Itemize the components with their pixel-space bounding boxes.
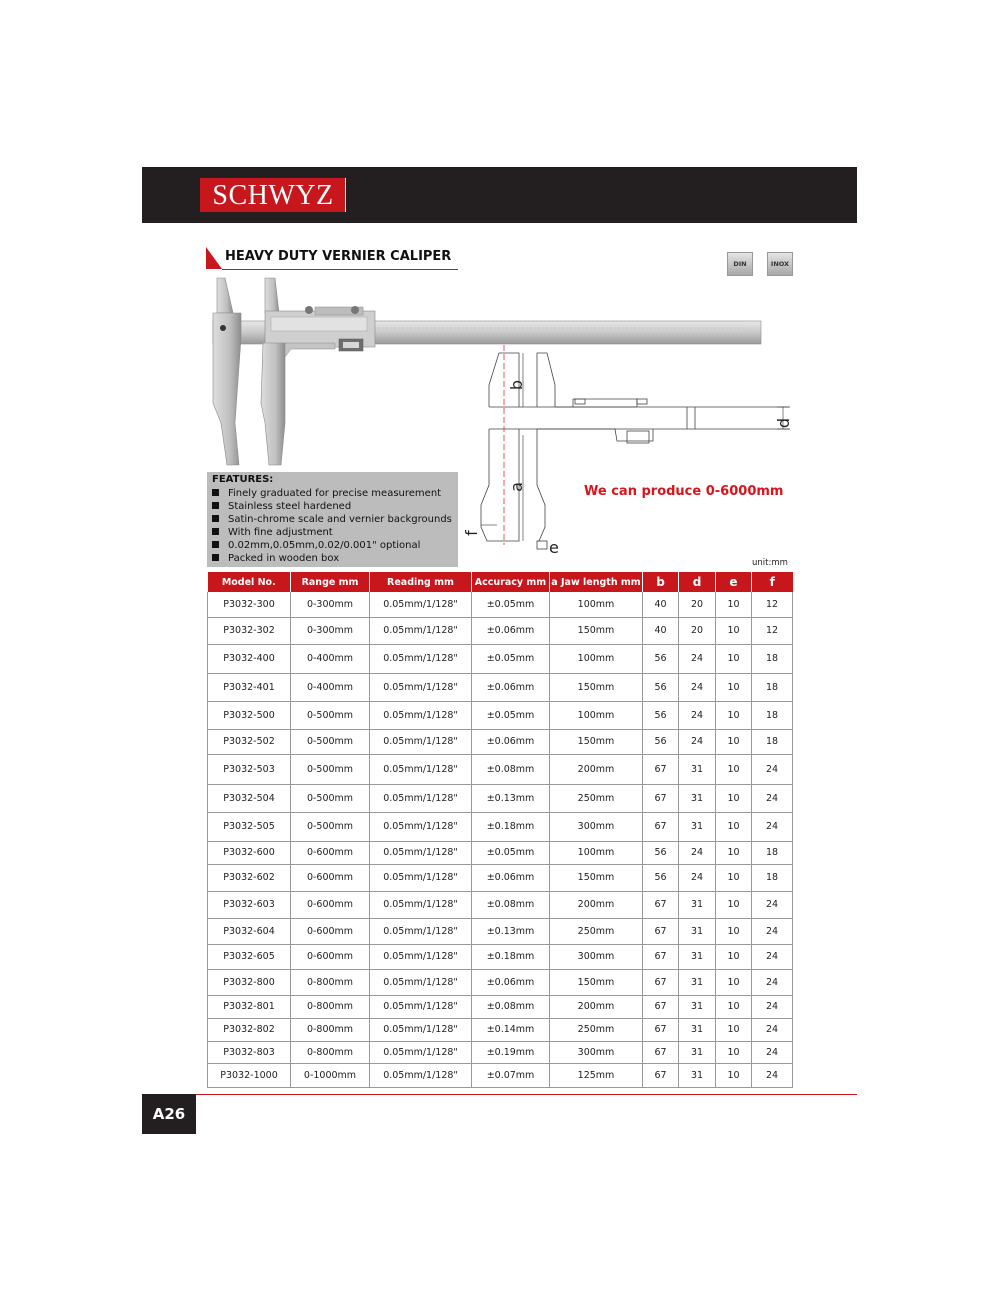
cell-f: 24 — [752, 918, 793, 944]
cell-range: 0-500mm — [291, 784, 370, 812]
cell-jaw-length: 125mm — [550, 1063, 643, 1087]
bullet-square-icon — [212, 541, 219, 548]
cell-e: 10 — [716, 729, 752, 754]
cell-f: 24 — [752, 754, 793, 784]
cell-b: 67 — [643, 812, 679, 841]
cell-b: 56 — [643, 729, 679, 754]
cell-model: P3032-803 — [208, 1041, 291, 1063]
cell-f: 18 — [752, 729, 793, 754]
cell-accuracy: ±0.07mm — [472, 1063, 550, 1087]
cell-b: 56 — [643, 673, 679, 701]
col-header-jaw-length: a Jaw length mm — [550, 572, 643, 592]
cell-accuracy: ±0.08mm — [472, 891, 550, 918]
cell-d: 31 — [679, 891, 716, 918]
cell-reading: 0.05mm/1/128" — [370, 754, 472, 784]
cell-d: 31 — [679, 784, 716, 812]
cell-b: 67 — [643, 754, 679, 784]
brand-logo — [200, 178, 346, 212]
cell-reading: 0.05mm/1/128" — [370, 841, 472, 864]
cell-reading: 0.05mm/1/128" — [370, 944, 472, 969]
cell-d: 31 — [679, 969, 716, 995]
inox-badge: INOX — [767, 252, 793, 276]
cell-model: P3032-502 — [208, 729, 291, 754]
cell-reading: 0.05mm/1/128" — [370, 995, 472, 1018]
cell-jaw-length: 250mm — [550, 918, 643, 944]
cell-d: 24 — [679, 841, 716, 864]
feature-text: With fine adjustment — [228, 527, 333, 538]
cell-e: 10 — [716, 701, 752, 729]
feature-text: Stainless steel hardened — [228, 501, 352, 512]
cell-e: 10 — [716, 841, 752, 864]
dim-label-d: d — [774, 417, 793, 429]
cell-range: 0-600mm — [291, 944, 370, 969]
cell-reading: 0.05mm/1/128" — [370, 673, 472, 701]
bullet-square-icon — [212, 515, 219, 522]
cell-range: 0-800mm — [291, 1018, 370, 1041]
table-row — [208, 729, 793, 754]
cell-model: P3032-801 — [208, 995, 291, 1018]
cell-b: 56 — [643, 841, 679, 864]
cell-d: 31 — [679, 1041, 716, 1063]
cell-range: 0-500mm — [291, 812, 370, 841]
cell-range: 0-500mm — [291, 729, 370, 754]
bullet-square-icon — [212, 489, 219, 496]
table-row — [208, 644, 793, 673]
dim-label-e: e — [549, 538, 559, 557]
table-row — [208, 841, 793, 864]
cell-b: 67 — [643, 969, 679, 995]
cell-accuracy: ±0.13mm — [472, 918, 550, 944]
cell-jaw-length: 100mm — [550, 644, 643, 673]
table-row — [208, 754, 793, 784]
cell-e: 10 — [716, 995, 752, 1018]
feature-item — [212, 527, 333, 538]
cell-reading: 0.05mm/1/128" — [370, 969, 472, 995]
cell-e: 10 — [716, 1018, 752, 1041]
col-header-e: e — [716, 572, 752, 592]
table-row — [208, 1041, 793, 1063]
cell-f: 18 — [752, 644, 793, 673]
cell-d: 31 — [679, 1063, 716, 1087]
cell-range: 0-400mm — [291, 644, 370, 673]
cell-f: 24 — [752, 969, 793, 995]
cell-model: P3032-1000 — [208, 1063, 291, 1087]
cell-f: 18 — [752, 864, 793, 891]
brand-name: SCHWYZ — [212, 180, 334, 211]
cell-b: 67 — [643, 891, 679, 918]
logo-divider — [345, 178, 346, 212]
table-row — [208, 918, 793, 944]
cell-f: 12 — [752, 592, 793, 617]
cell-model: P3032-400 — [208, 644, 291, 673]
cell-e: 10 — [716, 784, 752, 812]
table-row — [208, 592, 793, 617]
cell-reading: 0.05mm/1/128" — [370, 701, 472, 729]
dimension-diagram — [462, 345, 797, 560]
col-header-accuracy: Accuracy mm — [472, 572, 550, 592]
cell-e: 10 — [716, 944, 752, 969]
table-row — [208, 969, 793, 995]
cell-range: 0-600mm — [291, 891, 370, 918]
cell-accuracy: ±0.06mm — [472, 617, 550, 644]
cell-reading: 0.05mm/1/128" — [370, 592, 472, 617]
cell-d: 24 — [679, 644, 716, 673]
feature-item — [212, 540, 420, 551]
cell-model: P3032-605 — [208, 944, 291, 969]
cell-reading: 0.05mm/1/128" — [370, 617, 472, 644]
cell-jaw-length: 100mm — [550, 592, 643, 617]
table-header-row — [208, 572, 793, 592]
cell-range: 0-800mm — [291, 1041, 370, 1063]
cell-e: 10 — [716, 864, 752, 891]
col-header-d: d — [679, 572, 716, 592]
cell-e: 10 — [716, 918, 752, 944]
dim-label-a: a — [507, 482, 526, 492]
cell-accuracy: ±0.18mm — [472, 944, 550, 969]
cell-e: 10 — [716, 592, 752, 617]
cell-d: 31 — [679, 995, 716, 1018]
cell-model: P3032-503 — [208, 754, 291, 784]
table-row — [208, 673, 793, 701]
cell-f: 24 — [752, 995, 793, 1018]
col-header-f: f — [752, 572, 793, 592]
page-title: HEAVY DUTY VERNIER CALIPER — [225, 249, 452, 264]
cell-reading: 0.05mm/1/128" — [370, 1063, 472, 1087]
cell-reading: 0.05mm/1/128" — [370, 864, 472, 891]
table-row — [208, 812, 793, 841]
cell-reading: 0.05mm/1/128" — [370, 1018, 472, 1041]
cell-b: 67 — [643, 1041, 679, 1063]
cell-range: 0-400mm — [291, 673, 370, 701]
cell-range: 0-300mm — [291, 617, 370, 644]
cell-accuracy: ±0.05mm — [472, 701, 550, 729]
cell-jaw-length: 200mm — [550, 995, 643, 1018]
cell-accuracy: ±0.05mm — [472, 644, 550, 673]
header-bar — [142, 167, 857, 223]
cell-model: P3032-603 — [208, 891, 291, 918]
cell-accuracy: ±0.13mm — [472, 784, 550, 812]
bullet-square-icon — [212, 502, 219, 509]
table-row — [208, 617, 793, 644]
cell-f: 24 — [752, 1018, 793, 1041]
cell-b: 67 — [643, 995, 679, 1018]
cell-b: 40 — [643, 617, 679, 644]
cell-e: 10 — [716, 754, 752, 784]
spec-table — [207, 572, 793, 1088]
col-header-b: b — [643, 572, 679, 592]
feature-item — [212, 514, 452, 525]
cell-f: 24 — [752, 1041, 793, 1063]
cell-e: 10 — [716, 891, 752, 918]
feature-item — [212, 553, 339, 564]
table-row — [208, 701, 793, 729]
bullet-square-icon — [212, 554, 219, 561]
cell-accuracy: ±0.06mm — [472, 969, 550, 995]
features-box — [207, 472, 458, 567]
cell-model: P3032-500 — [208, 701, 291, 729]
page-number: A26 — [142, 1094, 196, 1134]
cell-accuracy: ±0.19mm — [472, 1041, 550, 1063]
table-row — [208, 1018, 793, 1041]
cell-d: 20 — [679, 617, 716, 644]
cell-jaw-length: 100mm — [550, 701, 643, 729]
cell-jaw-length: 150mm — [550, 729, 643, 754]
cell-f: 12 — [752, 617, 793, 644]
cell-model: P3032-802 — [208, 1018, 291, 1041]
cell-reading: 0.05mm/1/128" — [370, 729, 472, 754]
cell-d: 20 — [679, 592, 716, 617]
title-underline — [222, 269, 458, 270]
cell-jaw-length: 200mm — [550, 754, 643, 784]
cell-d: 31 — [679, 918, 716, 944]
cell-model: P3032-800 — [208, 969, 291, 995]
cell-b: 67 — [643, 944, 679, 969]
cell-accuracy: ±0.06mm — [472, 864, 550, 891]
feature-item — [212, 501, 351, 512]
cell-range: 0-600mm — [291, 841, 370, 864]
cell-f: 24 — [752, 944, 793, 969]
cell-d: 24 — [679, 729, 716, 754]
cell-jaw-length: 300mm — [550, 944, 643, 969]
cell-d: 24 — [679, 701, 716, 729]
cell-reading: 0.05mm/1/128" — [370, 891, 472, 918]
feature-item — [212, 488, 441, 499]
cell-range: 0-1000mm — [291, 1063, 370, 1087]
cell-model: P3032-600 — [208, 841, 291, 864]
features-title: FEATURES: — [212, 474, 274, 485]
col-header-model: Model No. — [208, 572, 291, 592]
feature-text: Packed in wooden box — [228, 553, 340, 564]
cell-e: 10 — [716, 969, 752, 995]
cell-e: 10 — [716, 644, 752, 673]
cell-b: 67 — [643, 784, 679, 812]
dim-label-b: b — [507, 379, 526, 391]
cell-model: P3032-504 — [208, 784, 291, 812]
cell-f: 24 — [752, 1063, 793, 1087]
unit-note: unit:mm — [752, 558, 788, 568]
cell-f: 24 — [752, 812, 793, 841]
table-row — [208, 891, 793, 918]
dim-label-f: f — [462, 530, 481, 536]
cell-accuracy: ±0.05mm — [472, 592, 550, 617]
cell-jaw-length: 150mm — [550, 864, 643, 891]
cell-d: 31 — [679, 1018, 716, 1041]
feature-text: Satin-chrome scale and vernier backgrounds — [228, 514, 452, 525]
cell-reading: 0.05mm/1/128" — [370, 784, 472, 812]
cell-jaw-length: 150mm — [550, 969, 643, 995]
cell-b: 56 — [643, 864, 679, 891]
col-header-reading: Reading mm — [370, 572, 472, 592]
cell-e: 10 — [716, 673, 752, 701]
cell-range: 0-600mm — [291, 864, 370, 891]
cell-model: P3032-401 — [208, 673, 291, 701]
cell-b: 56 — [643, 644, 679, 673]
cell-range: 0-600mm — [291, 918, 370, 944]
cell-d: 31 — [679, 944, 716, 969]
table-row — [208, 1063, 793, 1087]
cell-d: 31 — [679, 754, 716, 784]
cell-b: 67 — [643, 918, 679, 944]
cell-b: 67 — [643, 1063, 679, 1087]
feature-text: Finely graduated for precise measurement — [228, 488, 442, 499]
cell-jaw-length: 200mm — [550, 891, 643, 918]
cell-model: P3032-604 — [208, 918, 291, 944]
cell-b: 67 — [643, 1018, 679, 1041]
cell-e: 10 — [716, 812, 752, 841]
cell-jaw-length: 300mm — [550, 812, 643, 841]
cell-accuracy: ±0.14mm — [472, 1018, 550, 1041]
cell-f: 24 — [752, 891, 793, 918]
cell-jaw-length: 150mm — [550, 617, 643, 644]
table-row — [208, 784, 793, 812]
din-badge: DIN — [727, 252, 753, 276]
cell-b: 56 — [643, 701, 679, 729]
cell-range: 0-500mm — [291, 701, 370, 729]
cell-jaw-length: 150mm — [550, 673, 643, 701]
cell-reading: 0.05mm/1/128" — [370, 1041, 472, 1063]
title-flag-icon — [206, 247, 222, 269]
cell-jaw-length: 250mm — [550, 1018, 643, 1041]
cell-model: P3032-602 — [208, 864, 291, 891]
cell-jaw-length: 250mm — [550, 784, 643, 812]
cell-e: 10 — [716, 1041, 752, 1063]
cell-reading: 0.05mm/1/128" — [370, 918, 472, 944]
cell-range: 0-800mm — [291, 969, 370, 995]
cell-b: 40 — [643, 592, 679, 617]
cell-e: 10 — [716, 1063, 752, 1087]
cell-reading: 0.05mm/1/128" — [370, 812, 472, 841]
cell-jaw-length: 100mm — [550, 841, 643, 864]
cell-f: 18 — [752, 841, 793, 864]
promo-text: We can produce 0-6000mm — [584, 484, 784, 499]
cell-accuracy: ±0.06mm — [472, 673, 550, 701]
cell-accuracy: ±0.08mm — [472, 995, 550, 1018]
feature-text: 0.02mm,0.05mm,0.02/0.001" optional — [228, 540, 421, 551]
cell-jaw-length: 300mm — [550, 1041, 643, 1063]
cell-range: 0-500mm — [291, 754, 370, 784]
bullet-square-icon — [212, 528, 219, 535]
cell-f: 18 — [752, 673, 793, 701]
cell-accuracy: ±0.05mm — [472, 841, 550, 864]
cell-d: 24 — [679, 673, 716, 701]
footer-rule — [196, 1094, 857, 1095]
cell-d: 31 — [679, 812, 716, 841]
cell-range: 0-300mm — [291, 592, 370, 617]
cell-d: 24 — [679, 864, 716, 891]
cell-e: 10 — [716, 617, 752, 644]
cell-model: P3032-302 — [208, 617, 291, 644]
table-row — [208, 864, 793, 891]
cell-model: P3032-505 — [208, 812, 291, 841]
cell-f: 18 — [752, 701, 793, 729]
cell-accuracy: ±0.08mm — [472, 754, 550, 784]
cell-f: 24 — [752, 784, 793, 812]
table-row — [208, 944, 793, 969]
cell-model: P3032-300 — [208, 592, 291, 617]
cell-range: 0-800mm — [291, 995, 370, 1018]
cell-accuracy: ±0.06mm — [472, 729, 550, 754]
table-row — [208, 995, 793, 1018]
cell-accuracy: ±0.18mm — [472, 812, 550, 841]
cell-reading: 0.05mm/1/128" — [370, 644, 472, 673]
col-header-range: Range mm — [291, 572, 370, 592]
